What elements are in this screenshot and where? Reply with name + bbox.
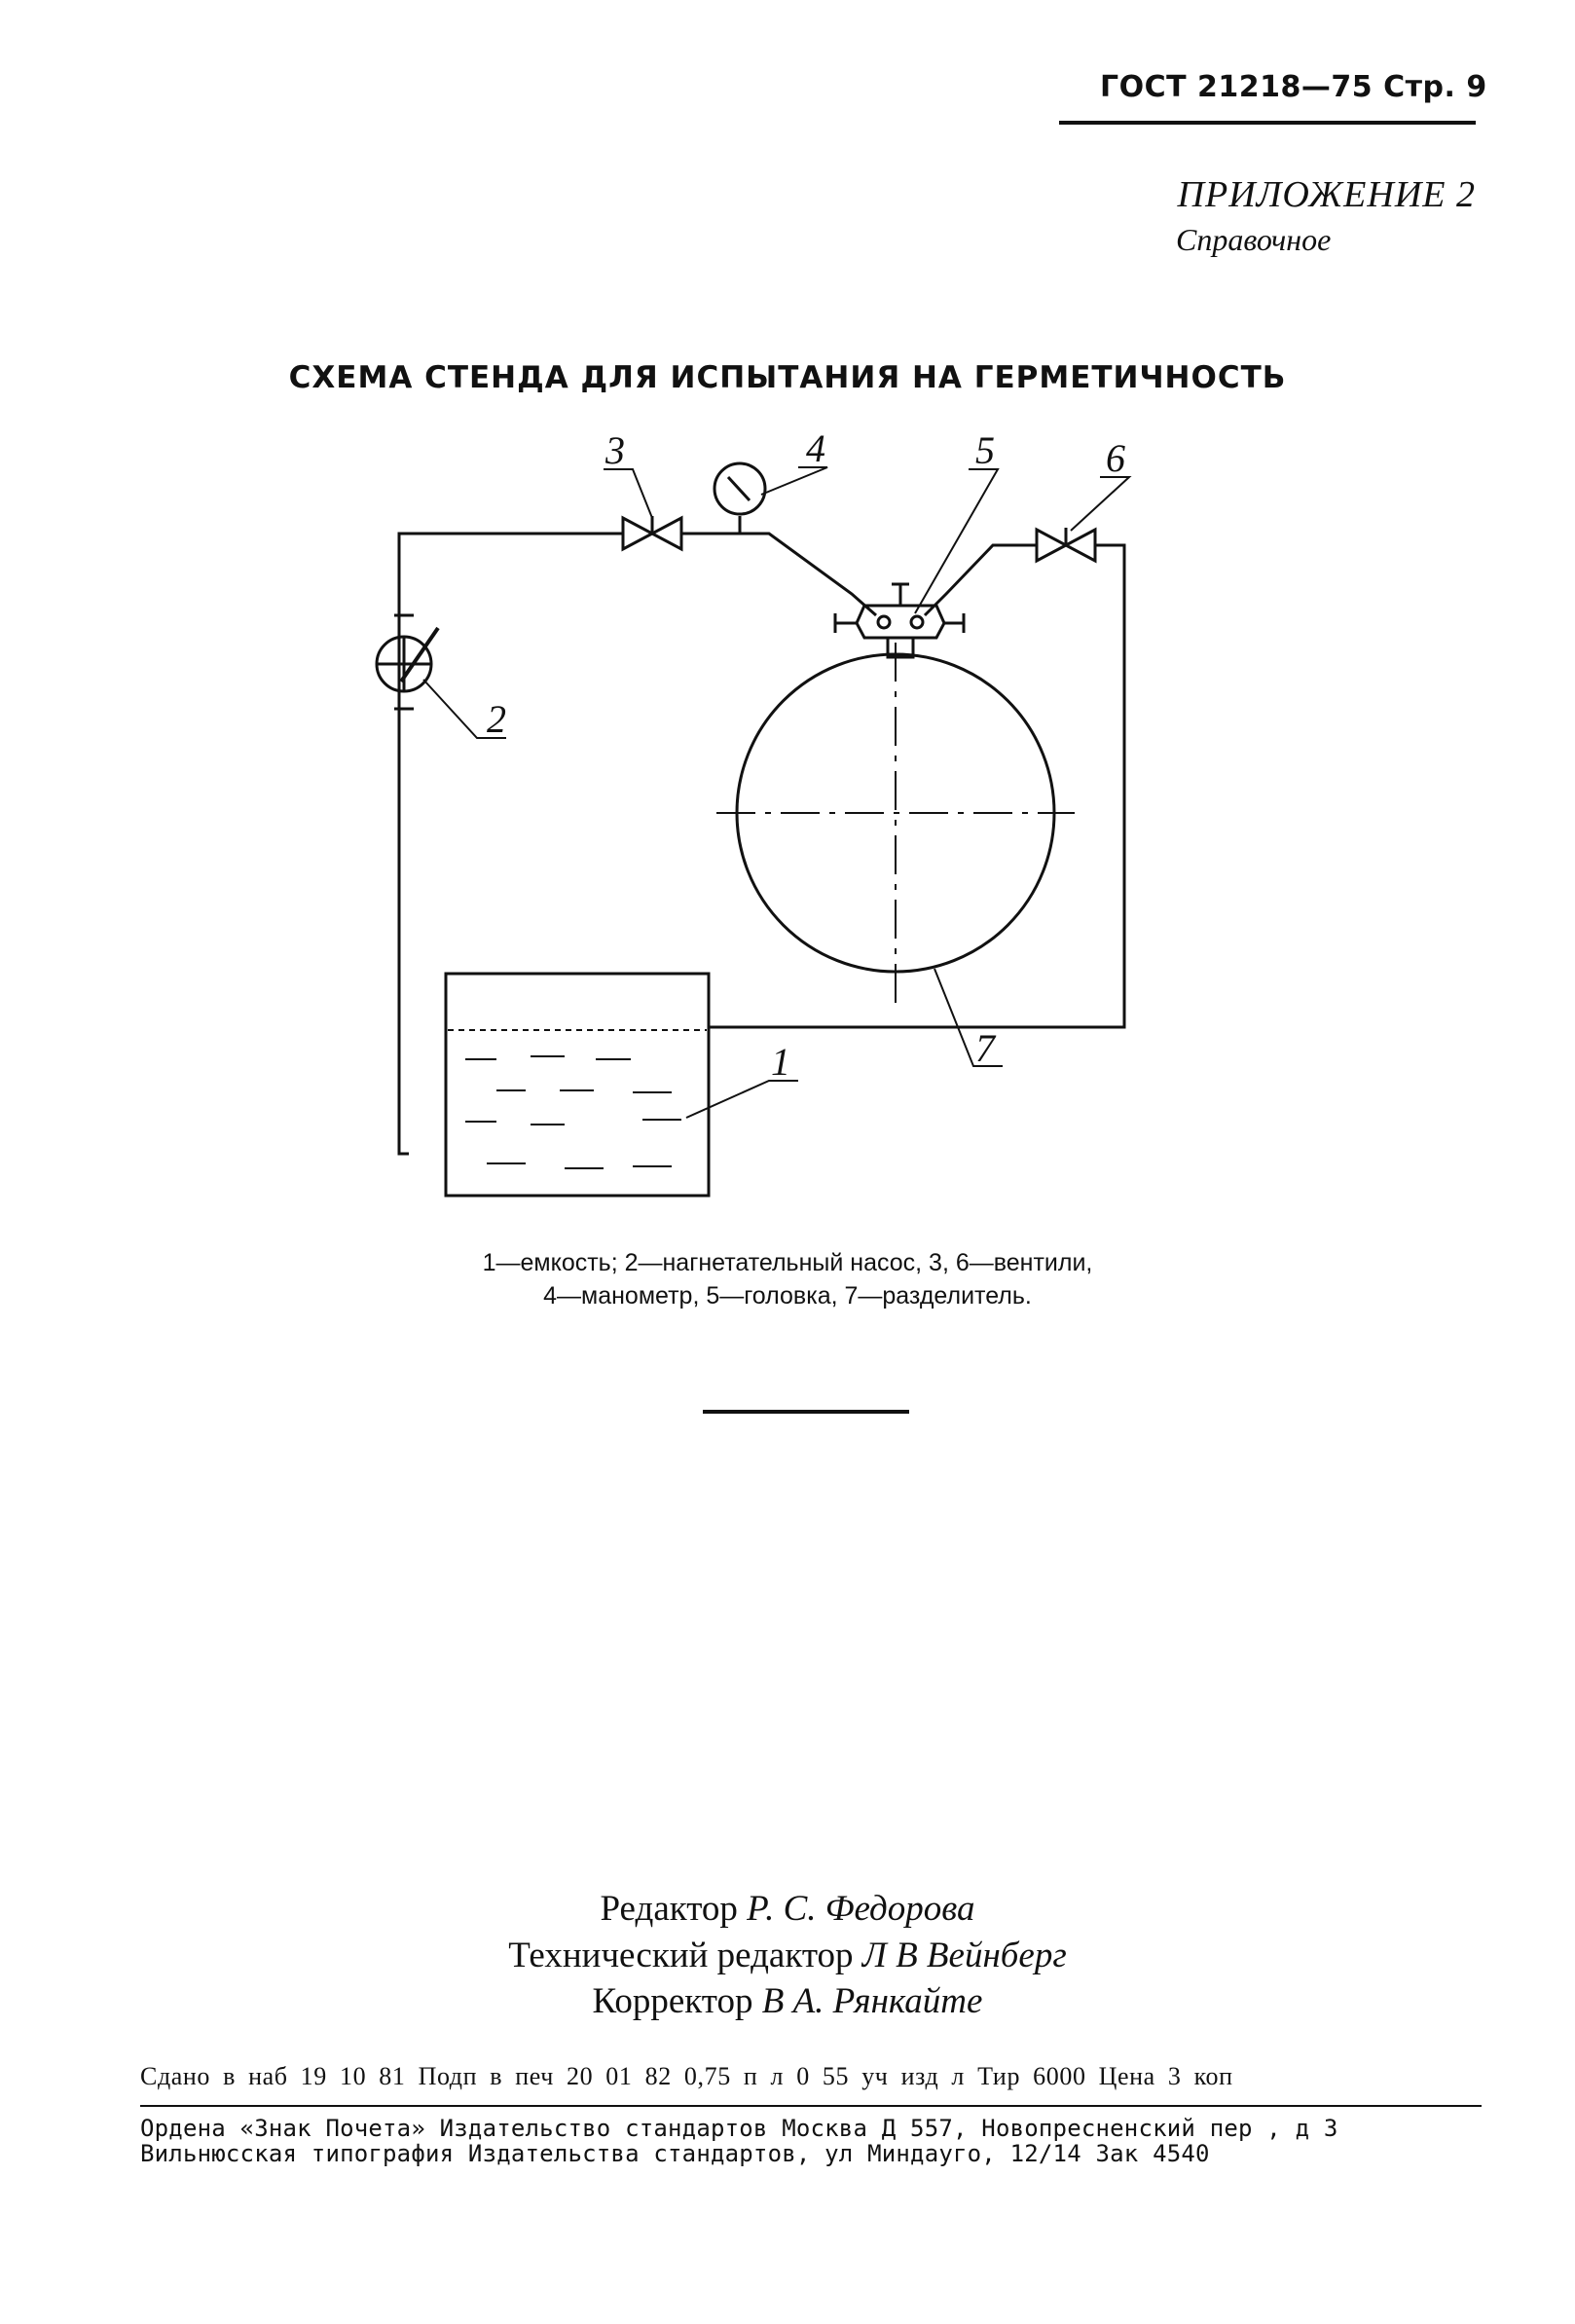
leader-6: [1071, 477, 1129, 531]
leader-5: [915, 469, 998, 613]
credit-name: Л В Вейнберг: [861, 1936, 1067, 1975]
credit-editor: [0, 1887, 1575, 1932]
label-6: 6: [1106, 436, 1125, 480]
credit-role: Корректор: [592, 1981, 753, 2021]
manometer-4: [714, 463, 765, 534]
pipe-top-left: [681, 534, 876, 615]
valve-3: [623, 516, 681, 549]
leader-3: [604, 469, 652, 518]
credit-role: Редактор: [600, 1889, 738, 1929]
credit-tech-editor: [0, 1934, 1575, 1978]
label-5: 5: [975, 428, 995, 472]
pipe-left: [399, 534, 623, 1154]
label-3: 3: [605, 428, 625, 472]
appendix-subtitle: Справочное: [1176, 222, 1332, 257]
label-4: 4: [806, 426, 825, 470]
leader-1: [686, 1081, 798, 1118]
label-1: 1: [771, 1040, 790, 1084]
diagram-title: СХЕМА СТЕНДА ДЛЯ ИСПЫТАНИЯ НА ГЕРМЕТИЧНОСТЬ: [288, 360, 1287, 395]
appendix-title: ПРИЛОЖЕНИЕ 2: [1177, 174, 1476, 215]
section-separator: [703, 1410, 909, 1414]
label-7: 7: [975, 1026, 995, 1070]
credit-name: Р. С. Федорова: [747, 1889, 975, 1929]
credit-role: Технический редактор: [508, 1936, 854, 1975]
standard-header: ГОСТ 21218—75 Стр. 9: [1100, 70, 1487, 104]
diagram-legend-line-1: 1—емкость; 2—нагнетательный насос, 3, 6—вентили,: [482, 1249, 1093, 1276]
diagram-legend-line-2: 4—манометр, 5—головка, 7—разделитель.: [543, 1282, 1032, 1310]
imprint-printer: Вильнюсская типография Издательства стандартов, ул Миндауго, 12/14 Зак 4540: [140, 2140, 1210, 2167]
pipe-top-right: [925, 545, 1037, 615]
leader-4: [761, 467, 827, 495]
tank-1: [446, 974, 709, 1196]
pump-2: [377, 615, 438, 709]
credit-corrector: [0, 1979, 1575, 2024]
imprint-rule: [140, 2105, 1482, 2107]
imprint-publisher: Ордена «Знак Почета» Издательство стандартов Москва Д 557, Новопресненский пер , д 3: [140, 2115, 1338, 2142]
credit-name: В А. Рянкайте: [761, 1981, 983, 2021]
imprint-print-data: Сдано в наб 19 10 81 Подп в печ 20 01 82 0,75 п л 0 55 уч изд л Тир 6000 Цена 3 коп: [140, 2062, 1233, 2090]
label-2: 2: [487, 697, 506, 741]
valve-6: [1037, 528, 1095, 561]
